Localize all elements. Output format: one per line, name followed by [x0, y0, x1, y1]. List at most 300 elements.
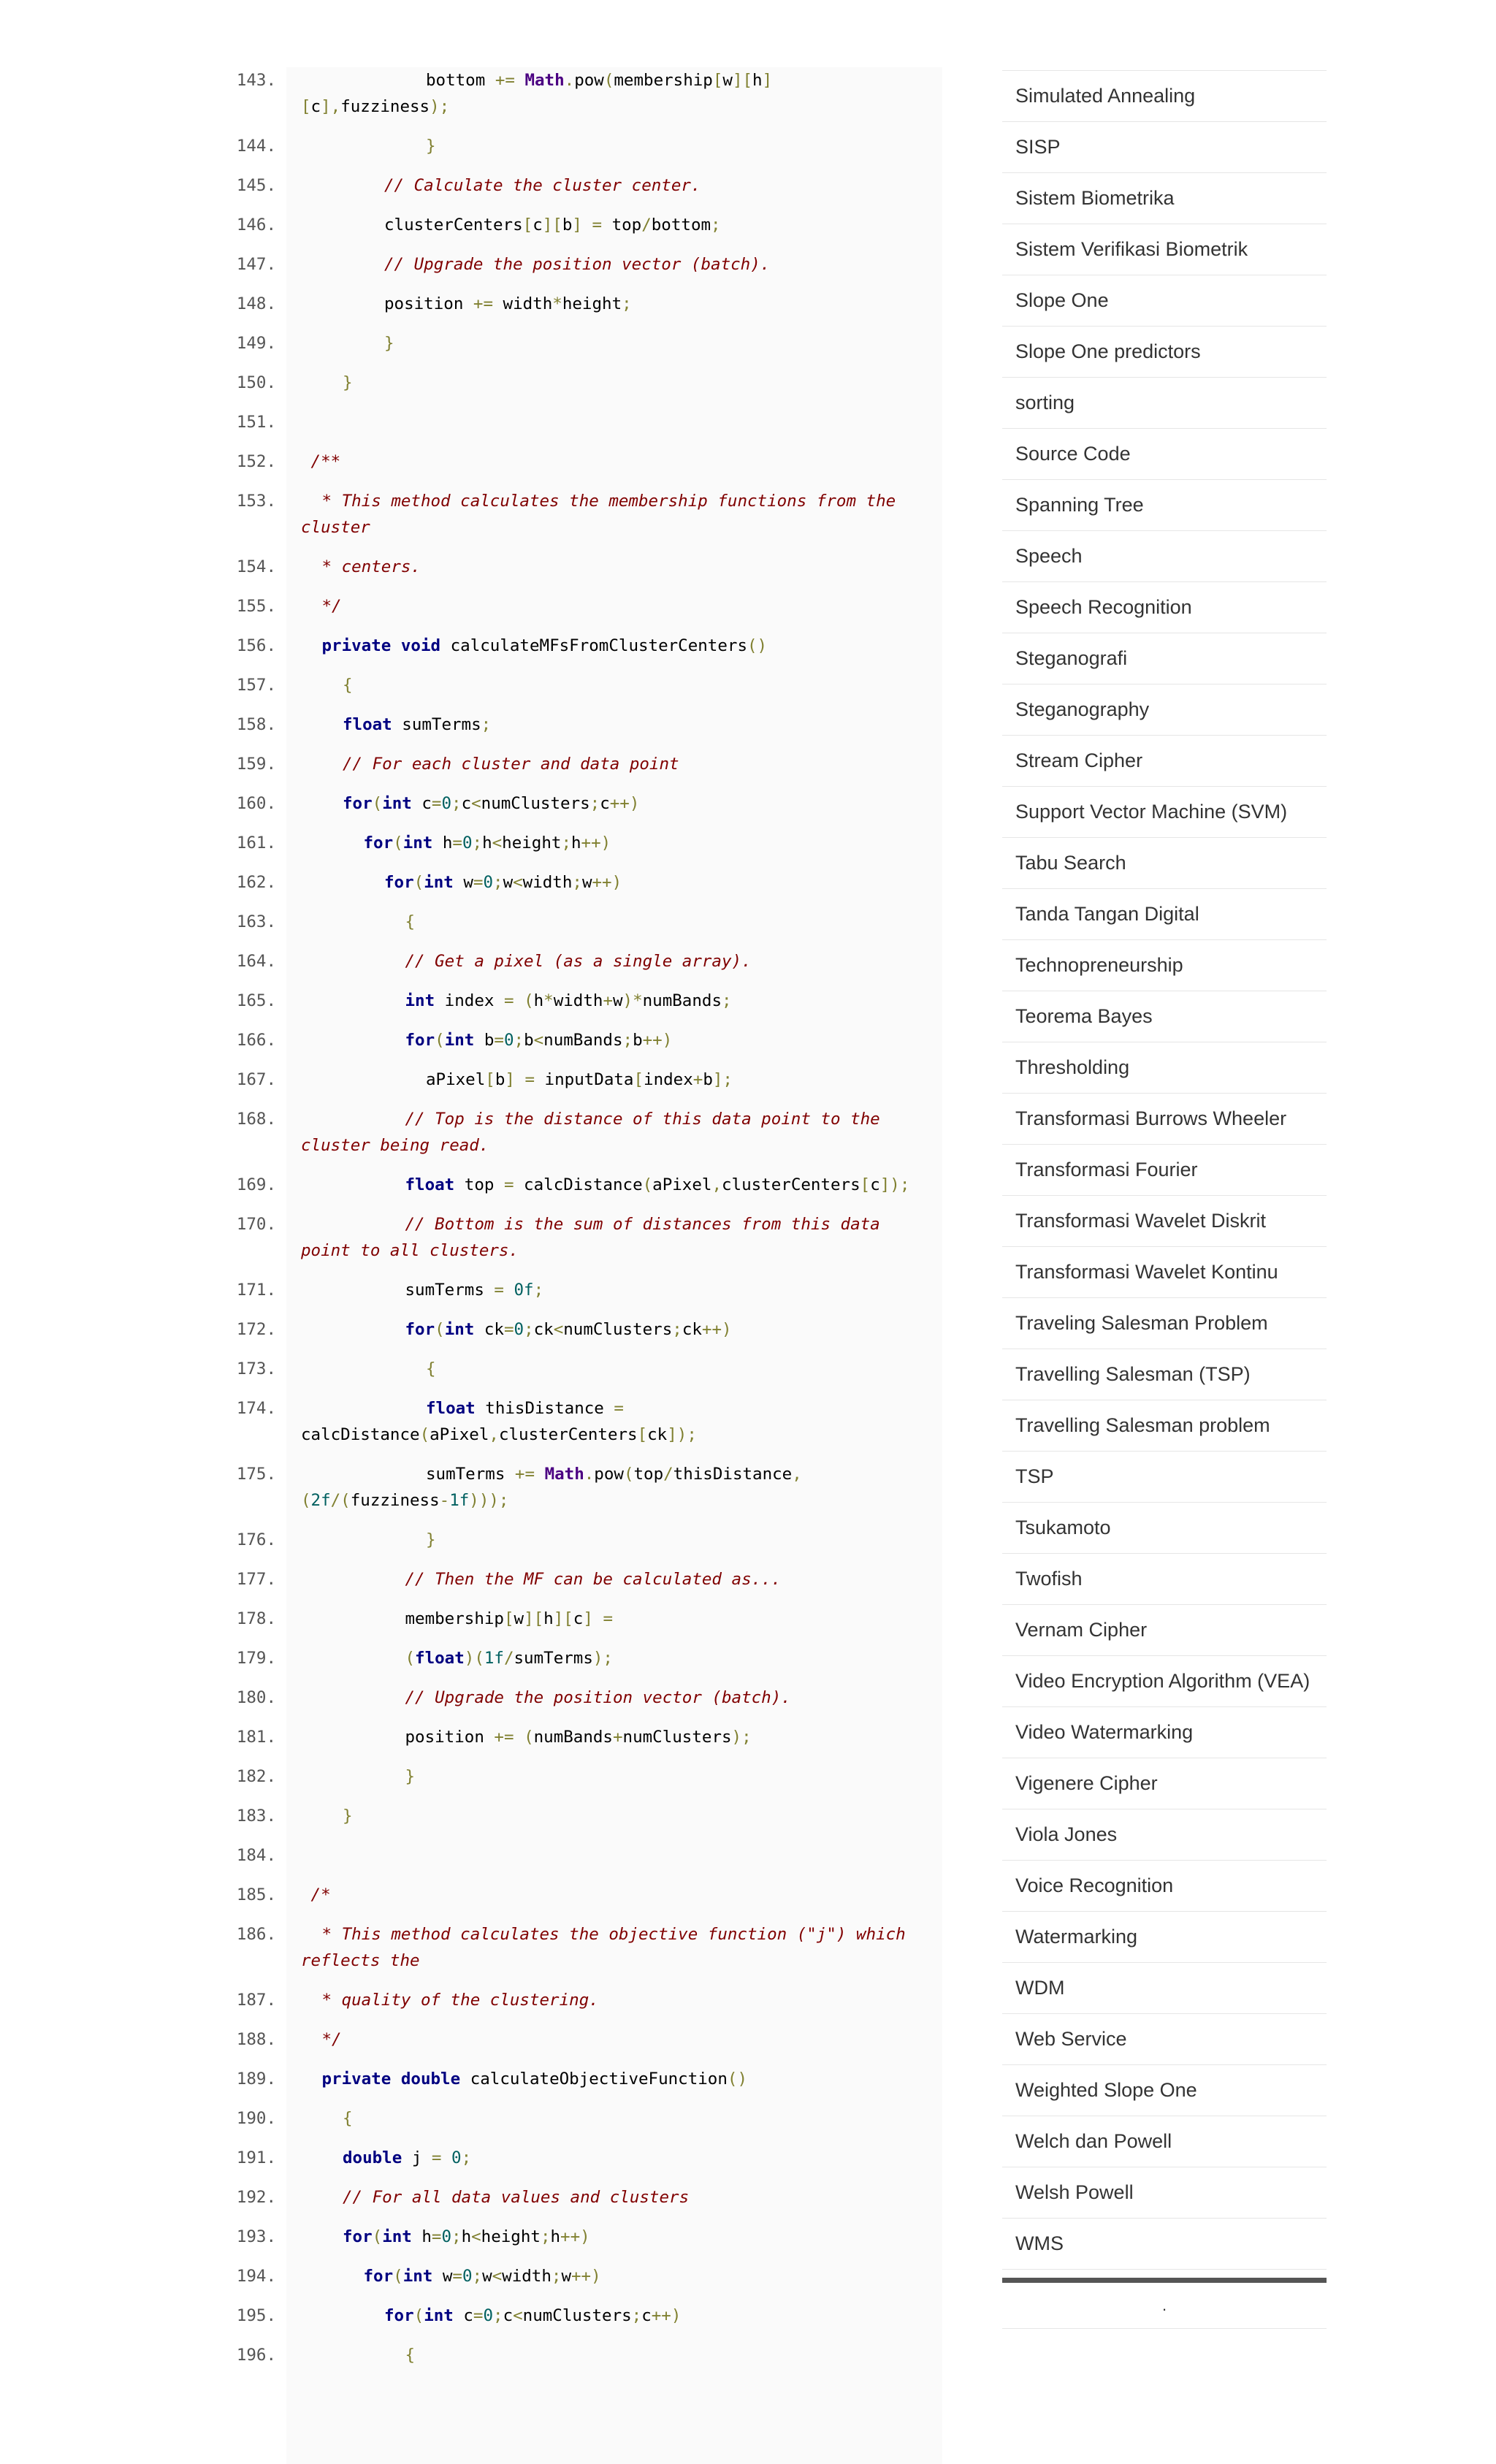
code-token: w — [722, 71, 733, 90]
sidebar-link[interactable]: Welsh Powell — [1002, 2167, 1327, 2219]
line-number: 156. — [236, 636, 276, 655]
code-line — [0, 2184, 950, 2211]
line-number: 181. — [236, 1728, 276, 1747]
code-token: bottom — [651, 215, 711, 234]
code-line — [0, 370, 950, 396]
code-token: h — [432, 834, 453, 853]
sidebar-link[interactable]: Travelling Salesman (TSP) — [1002, 1349, 1327, 1400]
code-text — [276, 488, 934, 514]
code-token: ; — [461, 2148, 472, 2167]
code-token: < — [492, 2267, 503, 2286]
code-token: = — [452, 2267, 462, 2286]
code-token: 0 — [441, 794, 452, 813]
code-token: */ — [321, 597, 342, 616]
code-token: private — [321, 2070, 392, 2089]
sidebar-link[interactable]: Welch dan Powell — [1002, 2116, 1327, 2167]
code-token: int — [405, 991, 435, 1010]
code-token: membership — [614, 71, 713, 90]
line-number: 171. — [236, 1281, 276, 1300]
line-number: 178. — [236, 1609, 276, 1628]
sidebar-link[interactable]: Slope One predictors — [1002, 327, 1327, 378]
code-line — [0, 1237, 950, 1264]
code-token: [ — [633, 1070, 644, 1089]
code-token: pow — [594, 1465, 624, 1484]
code-token: aPixel — [430, 1425, 489, 1444]
code-line — [0, 1645, 950, 1671]
line-number: 179. — [236, 1649, 276, 1668]
code-line — [0, 1803, 950, 1829]
code-line — [0, 1356, 950, 1382]
code-text — [276, 1948, 934, 1974]
code-token: h — [461, 2227, 472, 2246]
code-token: h — [550, 2227, 561, 2246]
code-token: // Calculate the cluster center. — [384, 176, 701, 195]
code-token: sumTerms — [405, 1281, 495, 1300]
sidebar-link[interactable]: Video Encryption Algorithm (VEA) — [1002, 1656, 1327, 1707]
code-text — [276, 2342, 934, 2368]
code-token: = — [452, 834, 462, 853]
code-token: c — [503, 2306, 514, 2325]
code-text — [276, 948, 934, 974]
code-token: w — [482, 2267, 492, 2286]
code-token: ] — [505, 1070, 515, 1089]
code-token: ( — [419, 1425, 430, 1444]
code-token: for — [405, 1320, 435, 1339]
sidebar-link[interactable]: Technopreneurship — [1002, 940, 1327, 991]
line-number: 168. — [236, 1110, 276, 1129]
code-text — [276, 909, 934, 935]
sidebar-link[interactable]: Teorema Bayes — [1002, 991, 1327, 1042]
code-token: [ — [637, 1425, 648, 1444]
code-token: < — [471, 794, 481, 813]
code-token: ); — [430, 97, 450, 116]
code-token: w — [432, 2267, 453, 2286]
sidebar-link[interactable]: Thresholding — [1002, 1042, 1327, 1094]
sidebar-link[interactable]: Steganografi — [1002, 633, 1327, 684]
sidebar-link[interactable]: Vernam Cipher — [1002, 1605, 1327, 1656]
code-token: ; — [514, 1031, 524, 1050]
code-token: double — [343, 2148, 402, 2167]
sidebar-link[interactable]: Speech — [1002, 531, 1327, 582]
code-token: ( — [435, 1031, 445, 1050]
line-number: 160. — [236, 794, 276, 813]
line-number: 144. — [236, 137, 276, 156]
line-number: 176. — [236, 1530, 276, 1549]
sidebar-link[interactable]: Transformasi Burrows Wheeler — [1002, 1094, 1327, 1145]
sidebar-link[interactable]: Sistem Biometrika — [1002, 173, 1327, 224]
line-number: 161. — [236, 834, 276, 853]
code-token: // Bottom is the sum of distances from this data — [405, 1215, 880, 1234]
code-token: < — [513, 873, 523, 892]
code-text — [276, 330, 934, 356]
code-token: b — [495, 1070, 505, 1089]
code-token: int — [382, 794, 412, 813]
code-token: /* — [301, 1885, 331, 1904]
code-token: c — [453, 2306, 473, 2325]
code-text — [276, 1566, 934, 1593]
code-text — [276, 212, 934, 238]
line-number: 185. — [236, 1885, 276, 1904]
code-line — [0, 449, 950, 475]
code-token: fuzziness — [340, 97, 430, 116]
code-line — [0, 330, 950, 356]
sidebar-category-list — [1002, 70, 1327, 2270]
code-token: numClusters — [622, 1728, 732, 1747]
code-token: position — [384, 294, 473, 313]
sidebar-link[interactable]: Transformasi Fourier — [1002, 1145, 1327, 1196]
line-number: 158. — [236, 715, 276, 734]
code-token: w — [514, 1609, 524, 1628]
code-token: ck — [682, 1320, 702, 1339]
code-token: + — [692, 1070, 703, 1089]
line-number: 195. — [236, 2306, 276, 2325]
sidebar-link[interactable]: Tanda Tangan Digital — [1002, 889, 1327, 940]
code-token: ] — [572, 215, 582, 234]
code-text — [276, 1763, 934, 1790]
code-token: += — [495, 71, 515, 90]
sidebar-link[interactable]: Voice Recognition — [1002, 1861, 1327, 1912]
code-token: ; — [540, 2227, 551, 2246]
code-text — [276, 1067, 934, 1093]
code-token: for — [363, 2267, 394, 2286]
code-line — [0, 2263, 950, 2289]
line-number: 184. — [236, 1846, 276, 1865]
code-token: index — [644, 1070, 693, 1089]
sidebar-link[interactable]: Slope One — [1002, 275, 1327, 327]
line-number: 149. — [236, 334, 276, 353]
code-token: private — [321, 636, 392, 655]
code-token: ][ — [542, 215, 562, 234]
line-number: 172. — [236, 1320, 276, 1339]
sidebar-link[interactable]: Sistem Verifikasi Biometrik — [1002, 224, 1327, 275]
code-line — [0, 1172, 950, 1198]
code-token: point to all clusters. — [301, 1241, 519, 1260]
code-token: height — [481, 2227, 541, 2246]
code-token: 0 — [451, 2148, 462, 2167]
sidebar-link[interactable]: Tsukamoto — [1002, 1503, 1327, 1554]
line-number: 188. — [236, 2030, 276, 2049]
sidebar-link[interactable]: Transformasi Wavelet Diskrit — [1002, 1196, 1327, 1247]
code-line — [0, 409, 950, 435]
code-token: ] — [583, 1609, 593, 1628]
code-token: width — [522, 873, 573, 892]
code-token: + — [612, 1728, 623, 1747]
code-token: clusterCenters — [384, 215, 523, 234]
code-line — [0, 554, 950, 580]
code-text — [276, 449, 934, 475]
code-line — [0, 1316, 950, 1343]
code-token: ck — [647, 1425, 668, 1444]
code-token: { — [405, 912, 416, 931]
code-token: index — [435, 991, 504, 1010]
code-token: * centers. — [321, 557, 421, 576]
code-token: } — [343, 373, 353, 392]
code-token: ], — [321, 97, 341, 116]
sidebar-link[interactable]: TSP — [1002, 1452, 1327, 1503]
code-token: ; — [589, 794, 600, 813]
code-token: 1f — [449, 1491, 470, 1510]
code-token — [582, 215, 592, 234]
code-token: ; — [451, 794, 462, 813]
code-text — [276, 94, 934, 120]
line-number: 183. — [236, 1807, 276, 1826]
code-token: / — [641, 215, 652, 234]
sidebar-link[interactable]: Tabu Search — [1002, 838, 1327, 889]
code-text — [276, 1882, 934, 1908]
code-token: // Upgrade the position vector (batch). — [384, 255, 771, 274]
code-token: , — [711, 1175, 722, 1194]
code-token: = — [503, 1175, 514, 1194]
code-token: < — [513, 2306, 523, 2325]
code-token: = — [603, 1609, 613, 1628]
code-token: void — [400, 636, 441, 655]
code-line — [0, 1067, 950, 1093]
line-number: 190. — [236, 2109, 276, 2128]
code-text — [276, 1027, 934, 1053]
line-number: 151. — [236, 413, 276, 432]
code-token: float — [343, 715, 392, 734]
code-token: int — [402, 2267, 433, 2286]
code-token: aPixel — [426, 1070, 486, 1089]
code-token: () — [747, 636, 768, 655]
code-text — [276, 672, 934, 698]
code-token: = — [473, 873, 484, 892]
code-line — [0, 1882, 950, 1908]
code-token: ; — [451, 2227, 462, 2246]
code-token: { — [343, 2109, 353, 2128]
code-token: Math — [524, 71, 565, 90]
sidebar-link[interactable]: Weighted Slope One — [1002, 2065, 1327, 2116]
code-token: ; — [631, 2306, 642, 2325]
code-line — [0, 1724, 950, 1750]
code-text — [276, 133, 934, 159]
code-token: top — [602, 215, 642, 234]
line-number: 154. — [236, 557, 276, 576]
code-token: ++) — [592, 873, 622, 892]
code-token: )( — [464, 1649, 484, 1668]
code-token: += — [473, 294, 494, 313]
code-text — [276, 1921, 934, 1948]
code-token: sumTerms — [392, 715, 481, 734]
code-token: 0 — [483, 873, 494, 892]
line-number: 189. — [236, 2070, 276, 2089]
code-token: } — [405, 1767, 416, 1786]
line-number: 175. — [236, 1465, 276, 1484]
code-token: // Upgrade the position vector (batch). — [405, 1688, 791, 1707]
code-token: /( — [330, 1491, 351, 1510]
code-token: c — [310, 97, 321, 116]
code-line — [0, 2026, 950, 2053]
sidebar-link[interactable]: Speech Recognition — [1002, 582, 1327, 633]
code-token: ]); — [879, 1175, 910, 1194]
code-line — [0, 672, 950, 698]
sidebar-link[interactable]: Simulated Annealing — [1002, 71, 1327, 122]
sidebar-link[interactable]: sorting — [1002, 378, 1327, 429]
code-line — [0, 1685, 950, 1711]
code-token: h — [752, 71, 763, 90]
code-token: c — [870, 1175, 880, 1194]
sidebar-link[interactable]: Viola Jones — [1002, 1809, 1327, 1861]
line-number: 153. — [236, 492, 276, 511]
code-text — [276, 2105, 934, 2132]
code-token: ; — [622, 1031, 633, 1050]
sidebar-link[interactable]: Traveling Salesman Problem — [1002, 1298, 1327, 1349]
code-token: = — [524, 1070, 535, 1089]
code-token: * This method calculates the membership functions from the — [321, 492, 896, 511]
code-line — [0, 1132, 950, 1159]
code-token: ; — [524, 1320, 534, 1339]
code-token: ( — [372, 794, 383, 813]
code-line — [0, 830, 950, 856]
code-token: membership — [405, 1609, 504, 1628]
code-text — [276, 2066, 934, 2092]
line-number: 177. — [236, 1570, 276, 1589]
line-number: 182. — [236, 1767, 276, 1786]
code-token: ( — [642, 1175, 653, 1194]
code-token: 0 — [462, 2267, 473, 2286]
code-line — [0, 251, 950, 278]
sidebar-link[interactable]: SISP — [1002, 122, 1327, 173]
code-token: w — [561, 2267, 571, 2286]
code-text — [276, 2303, 934, 2329]
code-line — [0, 1211, 950, 1237]
code-token: clusterCenters — [722, 1175, 860, 1194]
sidebar-link[interactable]: WMS — [1002, 2219, 1327, 2270]
line-number: 196. — [236, 2346, 276, 2365]
code-token: height — [562, 294, 622, 313]
code-token: . — [584, 1465, 595, 1484]
code-text — [276, 1356, 934, 1382]
sidebar-link[interactable]: Video Watermarking — [1002, 1707, 1327, 1758]
code-token: ( — [603, 71, 614, 90]
line-number: 170. — [236, 1215, 276, 1234]
code-line — [0, 1921, 950, 1948]
sidebar-link[interactable]: Twofish — [1002, 1554, 1327, 1605]
code-token: ( — [413, 2306, 424, 2325]
code-line — [0, 212, 950, 238]
code-token: w — [453, 873, 473, 892]
code-token: c — [600, 794, 610, 813]
code-line — [0, 712, 950, 738]
sidebar-link[interactable]: Stream Cipher — [1002, 736, 1327, 787]
code-text — [276, 514, 934, 541]
code-text — [276, 751, 934, 777]
code-token — [535, 1465, 545, 1484]
code-line — [0, 1395, 950, 1422]
line-number: 167. — [236, 1070, 276, 1089]
code-line — [0, 488, 950, 514]
code-token: 1f — [484, 1649, 504, 1668]
line-number: 180. — [236, 1688, 276, 1707]
sidebar-link[interactable]: WDM — [1002, 1963, 1327, 2014]
code-token — [441, 2148, 451, 2167]
code-token: = — [494, 1281, 504, 1300]
sidebar-link[interactable]: Spanning Tree — [1002, 480, 1327, 531]
code-text — [276, 1724, 934, 1750]
code-token: ( — [393, 834, 403, 853]
code-line — [0, 751, 950, 777]
code-token: j — [402, 2148, 432, 2167]
code-token: ; — [472, 2267, 483, 2286]
code-token: [ — [301, 97, 311, 116]
code-token: += — [514, 1465, 535, 1484]
code-token: /** — [301, 452, 341, 471]
sidebar-link[interactable]: Vigenere Cipher — [1002, 1758, 1327, 1809]
code-token: int — [382, 2227, 412, 2246]
code-token: int — [424, 873, 454, 892]
code-token — [504, 1281, 514, 1300]
code-line — [0, 94, 950, 120]
sidebar-link[interactable]: Source Code — [1002, 429, 1327, 480]
line-number: 166. — [236, 1031, 276, 1050]
code-text — [276, 172, 934, 199]
code-token: } — [343, 1807, 353, 1826]
code-token: int — [444, 1031, 475, 1050]
code-token: = — [431, 794, 442, 813]
sidebar-link[interactable]: Transformasi Wavelet Kontinu — [1002, 1247, 1327, 1298]
code-token: cluster being read. — [301, 1136, 489, 1155]
code-token: */ — [321, 2030, 342, 2049]
code-token: / — [503, 1649, 514, 1668]
code-line — [0, 1606, 950, 1632]
code-token: numBands — [543, 1031, 623, 1050]
code-token: calcDistance — [514, 1175, 643, 1194]
line-number: 146. — [236, 215, 276, 234]
code-token: [ — [522, 215, 533, 234]
code-token: ); — [592, 1649, 613, 1668]
code-line — [0, 948, 950, 974]
line-number: 165. — [236, 991, 276, 1010]
code-line — [0, 633, 950, 659]
code-token: 0 — [503, 1031, 514, 1050]
code-line — [0, 1277, 950, 1303]
code-text — [276, 2263, 934, 2289]
code-token: += — [494, 1728, 514, 1747]
sidebar-link[interactable]: Steganography — [1002, 684, 1327, 736]
code-text — [276, 2145, 934, 2171]
sidebar-link[interactable]: Web Service — [1002, 2014, 1327, 2065]
code-token: )* — [622, 991, 643, 1010]
code-line — [0, 1948, 950, 1974]
sidebar-link[interactable]: Watermarking — [1002, 1912, 1327, 1963]
code-token: numClusters — [481, 794, 590, 813]
code-token: h — [533, 991, 544, 1010]
sidebar-link[interactable]: Travelling Salesman problem — [1002, 1400, 1327, 1452]
code-line — [0, 291, 950, 317]
sidebar-link[interactable]: Support Vector Machine (SVM) — [1002, 787, 1327, 838]
code-token: for — [343, 794, 373, 813]
code-token: sumTerms — [426, 1465, 515, 1484]
code-token: for — [405, 1031, 435, 1050]
code-text — [276, 1106, 934, 1132]
code-token: c — [461, 794, 472, 813]
code-token: numClusters — [563, 1320, 673, 1339]
code-line — [0, 988, 950, 1014]
code-token — [515, 1070, 525, 1089]
line-number: 147. — [236, 255, 276, 274]
code-token: ))); — [469, 1491, 509, 1510]
code-line — [0, 2342, 950, 2368]
code-token: [ — [712, 71, 723, 90]
code-token: b — [633, 1031, 643, 1050]
code-text — [276, 1422, 934, 1448]
code-text — [276, 790, 934, 817]
code-token: w — [612, 991, 623, 1010]
code-token: ++) — [701, 1320, 732, 1339]
code-line — [0, 1987, 950, 2013]
code-line — [0, 2105, 950, 2132]
code-line — [0, 1527, 950, 1553]
